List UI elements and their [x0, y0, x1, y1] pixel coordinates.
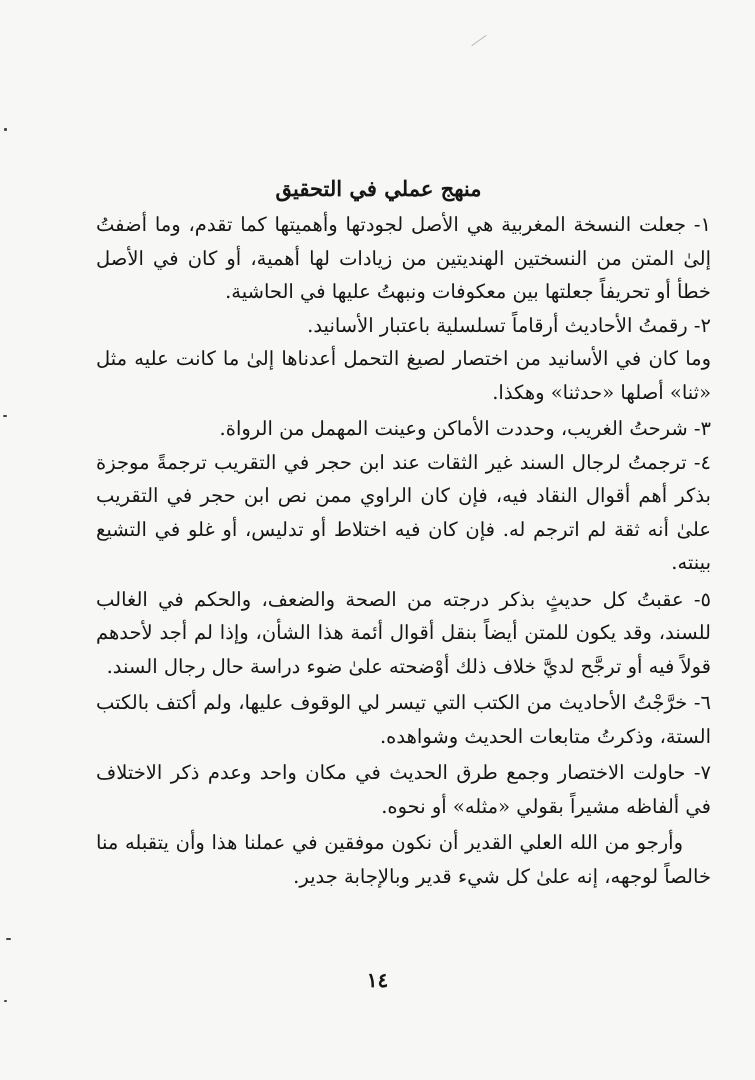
paragraph-item-4: ٤- ترجمتُ لرجال السند غير الثقات عند ابن حجر في التقريب ترجمةً موجزة بذكر أهم أقوال النقاد فيه، فإن كان الراوي ممن نص ابن حجر في التقريب علىٰ أنه ثقة لم اترجم له. فإن كان فيه اختلاط أو تدليس، أو غلو في التشيع بينته.	[96, 450, 711, 574]
paragraph-item-3: ٣- شرحتُ الغريب، وحددت الأماكن وعينت المهمل من الرواة.	[219, 417, 711, 440]
scan-artifact-line	[471, 35, 486, 46]
paragraph-item-5: ٥- عقبتُ كل حديثٍ بذكر درجته من الصحة والضعف، والحكم في الغالب للسند، وقد يكون للمتن أيضاً بنقل أقوال أئمة هذا الشأن، وإذا لم أجد لأحدهم قولاً فيه أو ترجَّح لديَّ خلاف ذلك أوْضحته علىٰ ضوء دراسة حال رجال السند.	[96, 587, 711, 678]
paragraph-item-1: ١- جعلت النسخة المغربية هي الأصل لجودتها وأهميتها كما تقدم، وما أضفتُ إلىٰ المتن من النسختين الهنديتين من زيادات لها أهمية، أو كان في الأصل خطأ أو تحريفاً جعلتها بين معكوفات ونبهتُ عليها في الحاشية.	[96, 213, 711, 303]
scan-artifact-mark	[4, 1000, 7, 1002]
text-body	[96, 172, 711, 893]
paragraph-closing: وأرجو من الله العلي القدير أن نكون موفقين في عملنا هذا وأن يتقبله منا خالصاً لوجهه، إنه علىٰ كل شيء قدير وبالإجابة جدير.	[96, 831, 711, 888]
section-heading: منهج عملي في التحقيق	[275, 176, 482, 201]
paragraph-item-6: ٦- خرَّجْتُ الأحاديث من الكتب التي تيسر لي الوقوف عليها، ولم أكتف بالكتب الستة، وذكرتُ متابعات الحديث وشواهده.	[96, 691, 711, 748]
scan-artifact-mark	[6, 938, 11, 940]
paragraph-item-7: ٧- حاولت الاختصار وجمع طرق الحديث في مكان واحد وعدم ذكر الاختلاف في ألفاظه مشيراً بقولي «مثله» أو نحوه.	[96, 761, 711, 818]
paragraph-note-chains: وما كان في الأسانيد من اختصار لصيغ التحمل أعدناها إلىٰ ما كانت عليه مثل «ثنا» أصلها «حدثنا» وهكذا.	[96, 347, 711, 404]
scan-artifact-mark	[3, 415, 7, 417]
page-number: ١٤	[366, 968, 389, 992]
scan-artifact-mark	[4, 128, 7, 131]
paragraph-item-2: ٢- رقمتُ الأحاديث أرقاماً تسلسلية باعتبار الأسانيد.	[307, 313, 711, 337]
